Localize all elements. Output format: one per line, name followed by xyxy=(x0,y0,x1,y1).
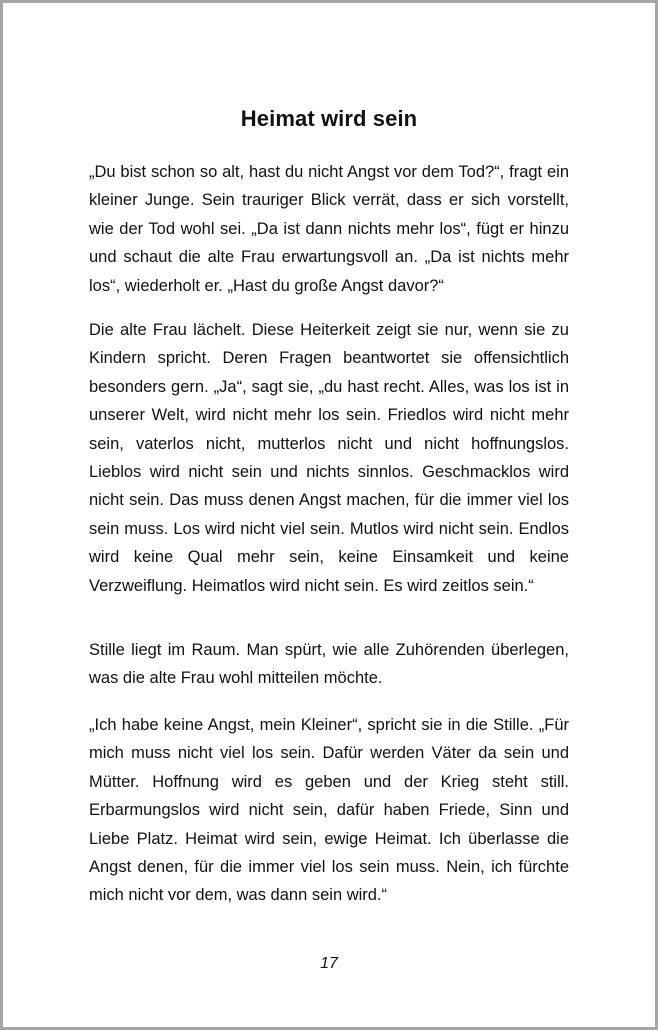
paragraph-1: „Du bist schon so alt, hast du nicht Angst vor dem Tod?“, fragt ein kleiner Junge. Sein trauriger Blick verrät, dass er sich vorstellt, wie der Tod wohl sei. „Da ist dann nichts mehr los“, fügt er hinzu und schaut die alte Frau erwartungsvoll an. „Da ist nichts mehr los“, wiederholt er. „Hast du große Angst davor?“ xyxy=(89,163,569,295)
page-number: 17 xyxy=(320,955,338,972)
chapter-title: Heimat wird sein xyxy=(240,106,418,131)
paragraph-2: Die alte Frau lächelt. Diese Heiterkeit zeigt sie nur, wenn sie zu Kindern spricht. Deren Fragen beantwortet sie offensichtlich besonders gern. „Ja“, sagt sie, „du hast recht. Alles, was los ist in unserer Welt, wird nicht mehr los sein. Friedlos wird nicht mehr sein, vaterlos nicht, mutterlos nicht und nicht hoffnungslos. Lieblos wird nicht sein und nichts sinnlos. Geschmacklos wird nicht sein. Das muss denen Angst machen, für die immer viel los sein muss. Los wird nicht viel sein. Mutlos wird nicht sein. Endlos wird keine Qual mehr sein, keine Einsamkeit und keine Verzweiflung. Heimatlos wird nicht sein. Es wird zeitlos sein.“ xyxy=(89,321,569,595)
paragraph-4: „Ich habe keine Angst, mein Kleiner“, spricht sie in die Stille. „Für mich muss nicht viel los sein. Dafür werden Väter da sein und Mütter. Hoffnung wird es geben und der Krieg steht still. Erbarmungslos wird nicht sein, dafür haben Friede, Sinn und Liebe Platz. Heimat wird sein, ewige Heimat. Ich überlasse die Angst denen, für die immer viel los sein muss. Nein, ich fürchte mich nicht vor dem, was dann sein wird.“ xyxy=(89,716,569,905)
paragraph-3: Stille liegt im Raum. Man spürt, wie alle Zuhörenden überlegen, was die alte Frau wohl mitteilen möchte. xyxy=(89,641,569,688)
